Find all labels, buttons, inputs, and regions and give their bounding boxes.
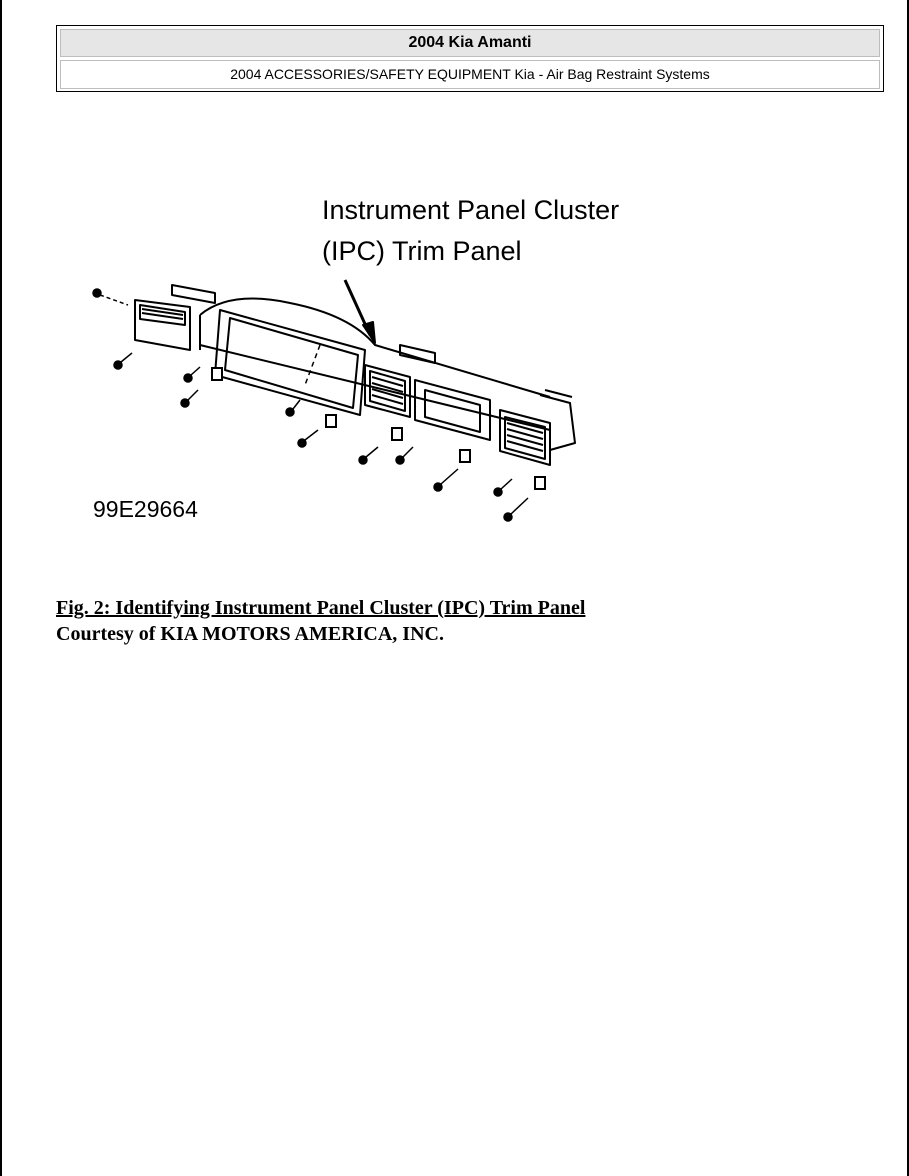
figure-code: 99E29664 <box>93 496 198 522</box>
figure-caption-credit: Courtesy of KIA MOTORS AMERICA, INC. <box>56 623 444 645</box>
document-header <box>56 25 884 92</box>
figure-caption-title: Fig. 2: Identifying Instrument Panel Cluster (IPC) Trim Panel <box>56 597 586 619</box>
figure-illustration <box>80 185 700 540</box>
document-subtitle: 2004 ACCESSORIES/SAFETY EQUIPMENT Kia - Air Bag Restraint Systems <box>60 60 880 89</box>
figure-label-line1: Instrument Panel Cluster <box>322 195 620 225</box>
document-title: 2004 Kia Amanti <box>60 29 880 57</box>
figure-label-line2: (IPC) Trim Panel <box>322 236 522 266</box>
page-border-left <box>0 0 2 1176</box>
